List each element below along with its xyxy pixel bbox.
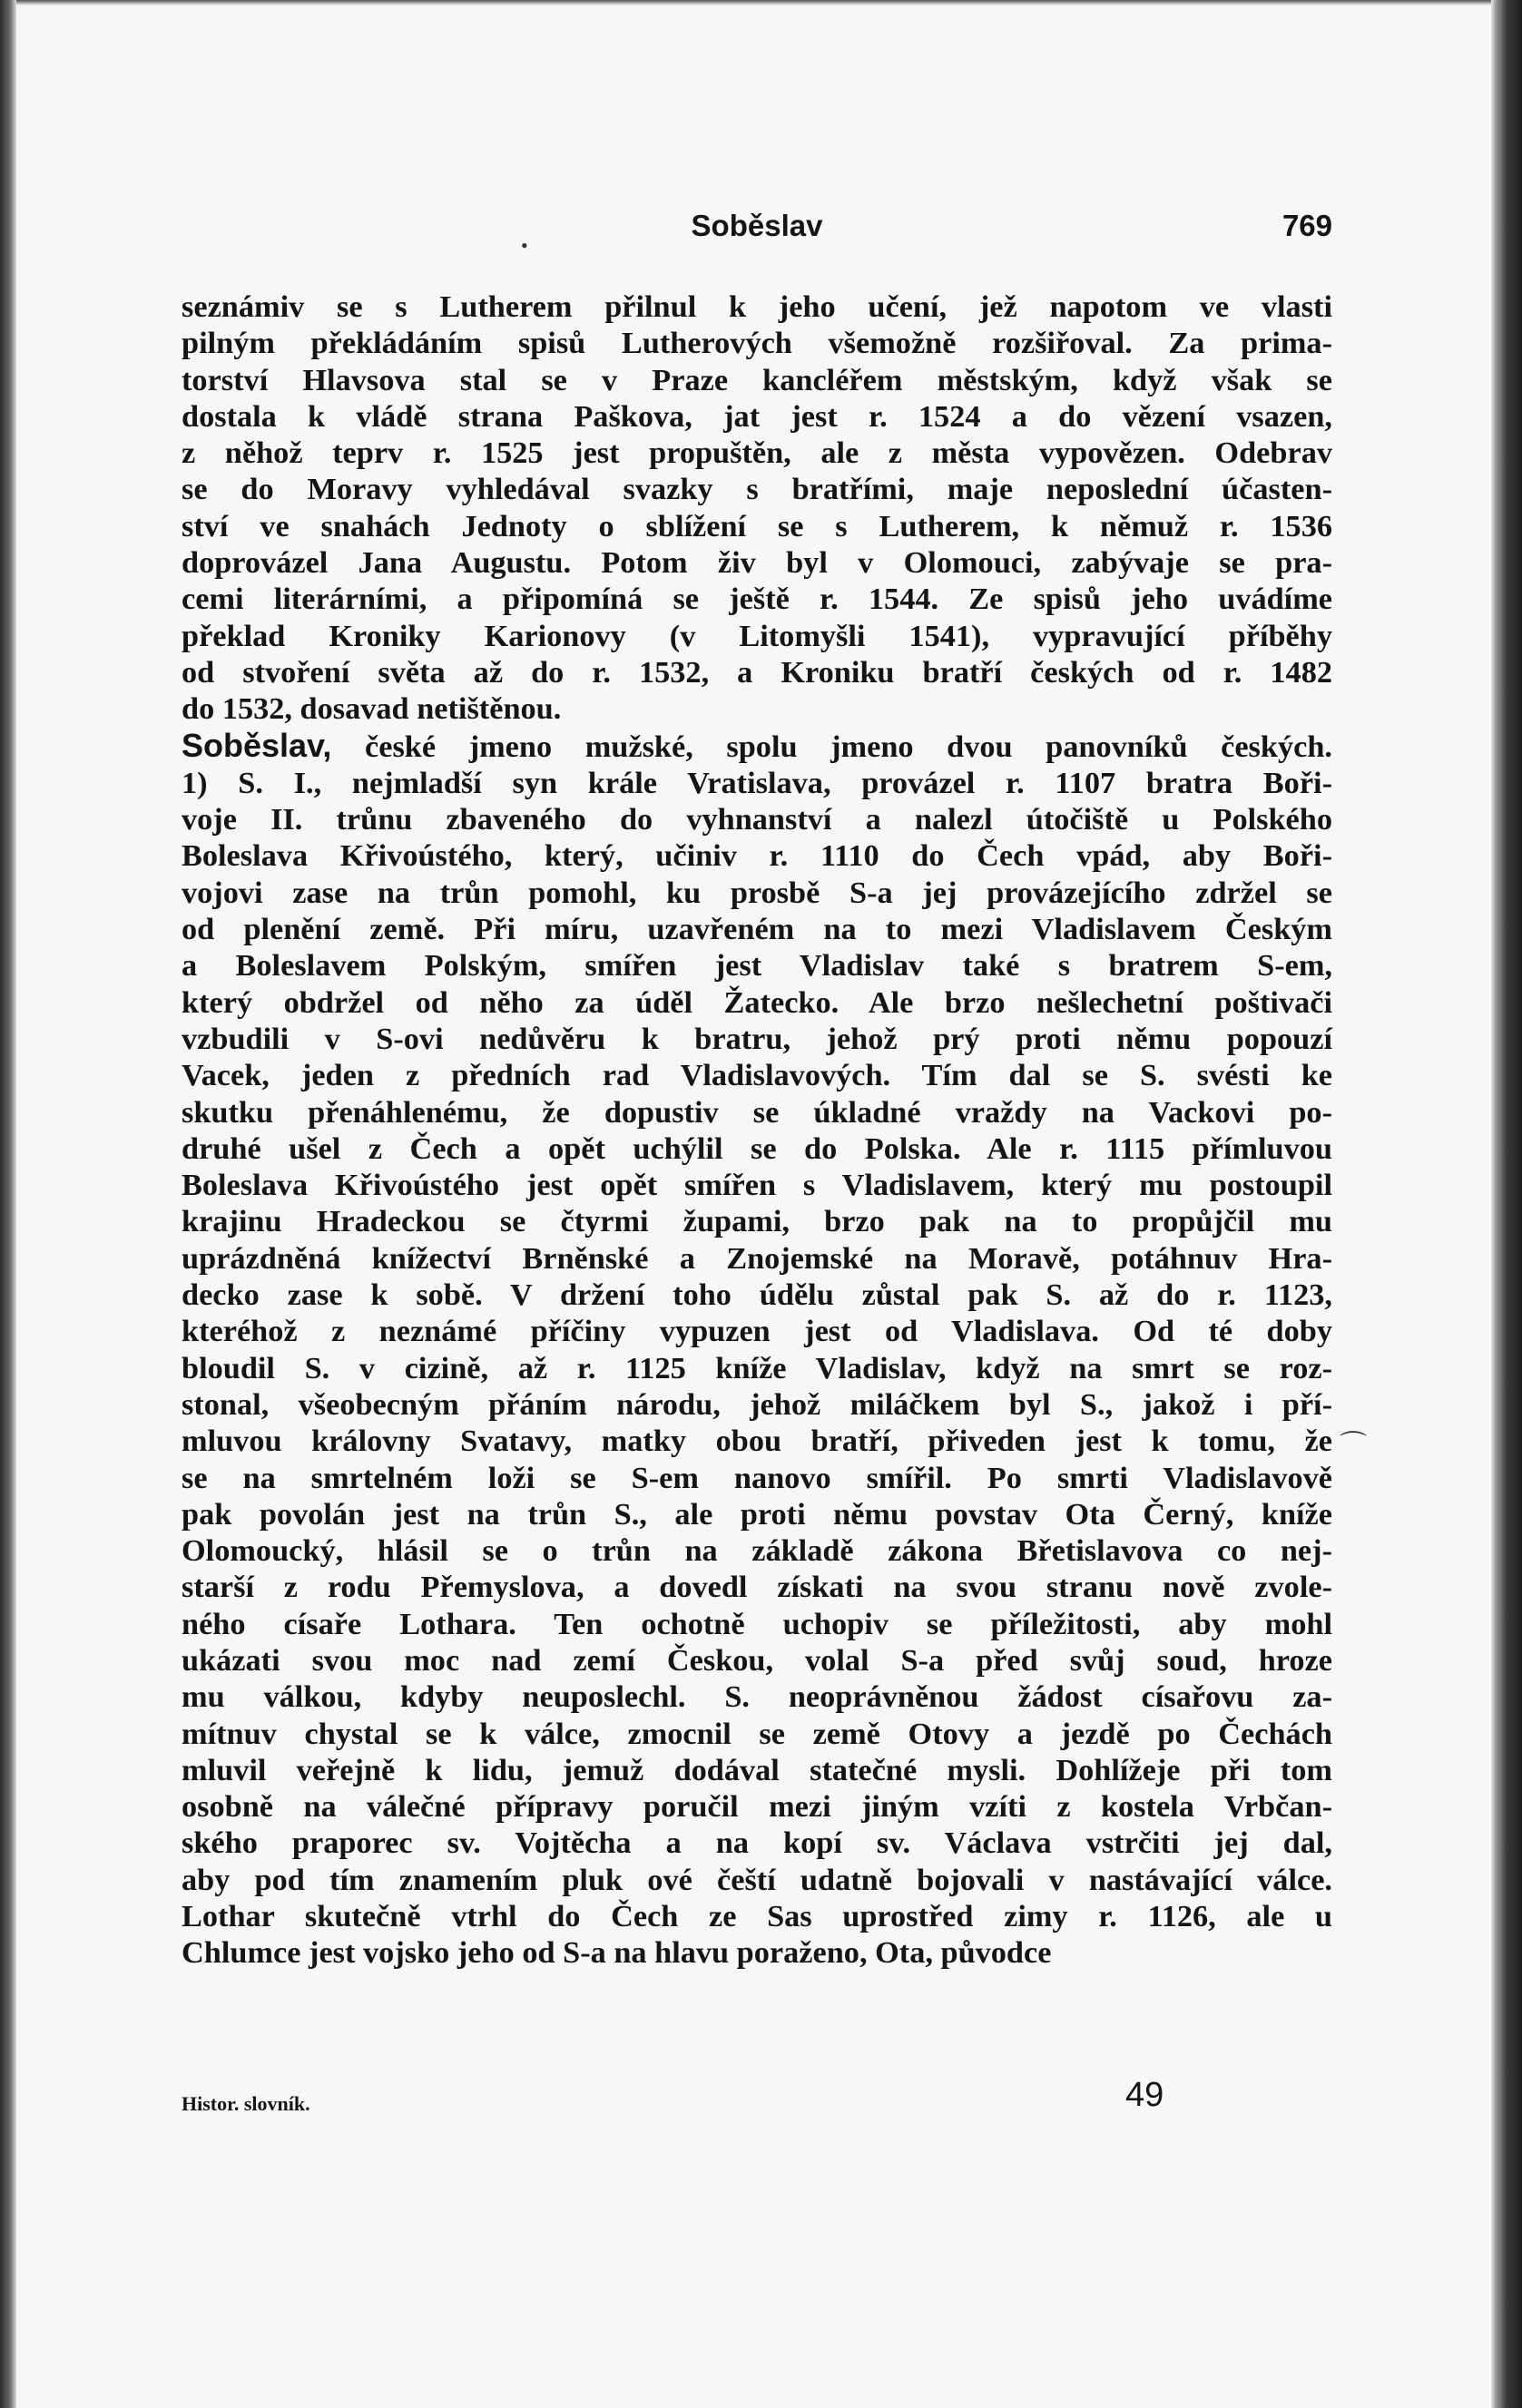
page-number: 769 <box>1281 209 1332 242</box>
text-line: ukázati svou moc nad zemí Českou, volal S-a před svůj soud, hroze <box>182 1642 1332 1678</box>
page-top-edge <box>0 0 1522 5</box>
text-line: krajinu Hradeckou se čtyrmi župami, brzo pak na to propůjčil mu <box>182 1204 1332 1239</box>
text-line: z něhož teprv r. 1525 jest propuštěn, ale z města vypovězen. Odebrav <box>182 436 1332 471</box>
text-line: Olomoucký, hlásil se o trůn na základě zákona Břetislavova co nej- <box>182 1533 1332 1569</box>
page-footer <box>182 2076 1332 2121</box>
text-line: vojovi zase na trůn pomohl, ku prosbě S-a jej provázejícího zdržel se <box>182 875 1332 910</box>
text-line: seznámiv se s Lutherem přilnul k jeho učení, jež napotom ve vlasti <box>182 289 1332 324</box>
text-line: Vacek, jeden z předních rad Vladislavových. Tím dal se S. svésti ke <box>182 1058 1332 1093</box>
text-line: osobně na válečné přípravy poručil mezi jiným vzíti z kostela Vrbčan- <box>182 1789 1332 1825</box>
text-line: se do Moravy vyhledával svazky s bratřími, maje neposlední účasten- <box>182 472 1332 507</box>
text-line: od stvoření světa až do r. 1532, a Kroniku bratří českých od r. 1482 <box>182 654 1332 690</box>
text-line: skutku přenáhlenému, že dopustiv se úkladné vraždy na Vackovi po- <box>182 1094 1332 1130</box>
text-line: torství Hlavsova stal se v Praze kancléřem městským, když však se <box>182 362 1332 397</box>
text-line: Chlumce jest vojsko jeho od S-a na hlavu poraženo, Ota, původce <box>182 1935 1052 1971</box>
text-line: kteréhož z neznámé příčiny vypuzen jest od Vladislava. Od té doby <box>182 1314 1332 1349</box>
paragraph-continuation <box>182 289 1332 728</box>
text-line-content: české jmeno mužské, spolu jmeno dvou panovníků českých. <box>365 729 1332 764</box>
running-header <box>182 205 1332 250</box>
text-line: uprázdněná knížectví Brněnské a Znojemské na Moravě, potáhnuv Hra- <box>182 1240 1332 1276</box>
text-line: mu válkou, kdyby neuposlechl. S. neoprávněnou žádost císařovu za- <box>182 1679 1332 1715</box>
text-line: se na smrtelném loži se S-em nanovo smířil. Po smrti Vladislavově <box>182 1460 1332 1495</box>
text-line: voje II. trůnu zbaveného do vyhnanství a nalezl útočiště u Polského <box>182 802 1332 837</box>
margin-bracket-mark: ⌒ <box>1340 1431 1367 1461</box>
scan-left-edge <box>0 0 16 2408</box>
text-line: mluvou královny Svatavy, matky obou bratří, přiveden jest k tomu, že <box>182 1424 1332 1459</box>
entry-headword: Soběslav, <box>182 726 332 764</box>
text-line: druhé ušel z Čech a opět uchýlil se do Polska. Ale r. 1115 přímluvou <box>182 1131 1332 1166</box>
text-line: překlad Kroniky Karionovy (v Litomyšli 1541), vypravující příběhy <box>182 618 1332 653</box>
text-line: bloudil S. v cizině, až r. 1125 kníže Vladislav, když na smrt se roz- <box>182 1350 1332 1385</box>
article-body <box>182 289 1332 1972</box>
text-line: Boleslava Křivoústého jest opět smířen s Vladislavem, který mu postoupil <box>182 1168 1332 1203</box>
page-title: Soběslav <box>691 209 823 242</box>
text-line: ského praporec sv. Vojtěcha a na kopí sv. Václava vstrčiti jej dal, <box>182 1826 1332 1861</box>
text-line: ství ve snahách Jednoty o sblížení se s Lutherem, k němuž r. 1536 <box>182 508 1332 543</box>
signature-number: 49 <box>1125 2076 1164 2114</box>
text-line: starší z rodu Přemyslova, a dovedl získati na svou stranu nově zvole- <box>182 1570 1332 1605</box>
text-line: ného císaře Lothara. Ten ochotně uchopiv se příležitosti, aby mohl <box>182 1606 1332 1641</box>
text-line: doprovázel Jana Augustu. Potom živ byl v Olomouci, zabývaje se pra- <box>182 545 1332 581</box>
speck-mark: • <box>521 234 528 257</box>
text-line: aby pod tím znamením pluk ové čeští udatně bojovali v nastávající válce. <box>182 1862 1332 1897</box>
text-line: stonal, všeobecným přáním národu, jehož miláčkem byl S., jakož i pří- <box>182 1386 1332 1422</box>
scan-right-edge <box>1491 0 1522 2408</box>
text-line: decko zase k sobě. V držení toho údělu zůstal pak S. až do r. 1123, <box>182 1277 1332 1313</box>
paragraph-entry-sobeslav <box>182 728 1332 1972</box>
text-line <box>182 728 1332 765</box>
text-line: do 1532, dosavad netištěnou. <box>182 691 562 727</box>
text-line: který obdržel od něho za úděl Žatecko. Ale brzo nešlechetní poštivači <box>182 984 1332 1020</box>
text-line: vzbudili v S-ovi nedůvěru k bratru, jehož prý proti němu popouzí <box>182 1021 1332 1056</box>
signature-mark: Histor. slovník. <box>182 2092 310 2115</box>
text-line: cemi literárními, a připomíná se ještě r. 1544. Ze spisů jeho uvádíme <box>182 582 1332 617</box>
text-line: Boleslava Křivoústého, který, učiniv r. 1110 do Čech vpád, aby Boři- <box>182 838 1332 874</box>
text-line: 1) S. I., nejmladší syn krále Vratislava, provázel r. 1107 bratra Boři- <box>182 765 1332 800</box>
text-line: dostala k vládě strana Paškova, jat jest r. 1524 a do vězení vsazen, <box>182 398 1332 434</box>
text-line: od plenění země. Při míru, uzavřeném na to mezi Vladislavem Českým <box>182 912 1332 947</box>
text-line: Lothar skutečně vtrhl do Čech ze Sas uprostřed zimy r. 1126, ale u <box>182 1899 1332 1934</box>
text-line: pak povolán jest na trůn S., ale proti němu povstav Ota Černý, kníže <box>182 1496 1332 1532</box>
text-line: pilným překládáním spisů Lutherových všemožně rozšiřoval. Za prima- <box>182 326 1332 361</box>
text-line: a Boleslavem Polským, smířen jest Vladislav také s bratrem S-em, <box>182 948 1332 984</box>
text-line: mluvil veřejně k lidu, jemuž dodával statečné mysli. Dohlížeje při tom <box>182 1752 1332 1787</box>
text-line: mítnuv chystal se k válce, zmocnil se země Otovy a jezdě po Čechách <box>182 1716 1332 1751</box>
